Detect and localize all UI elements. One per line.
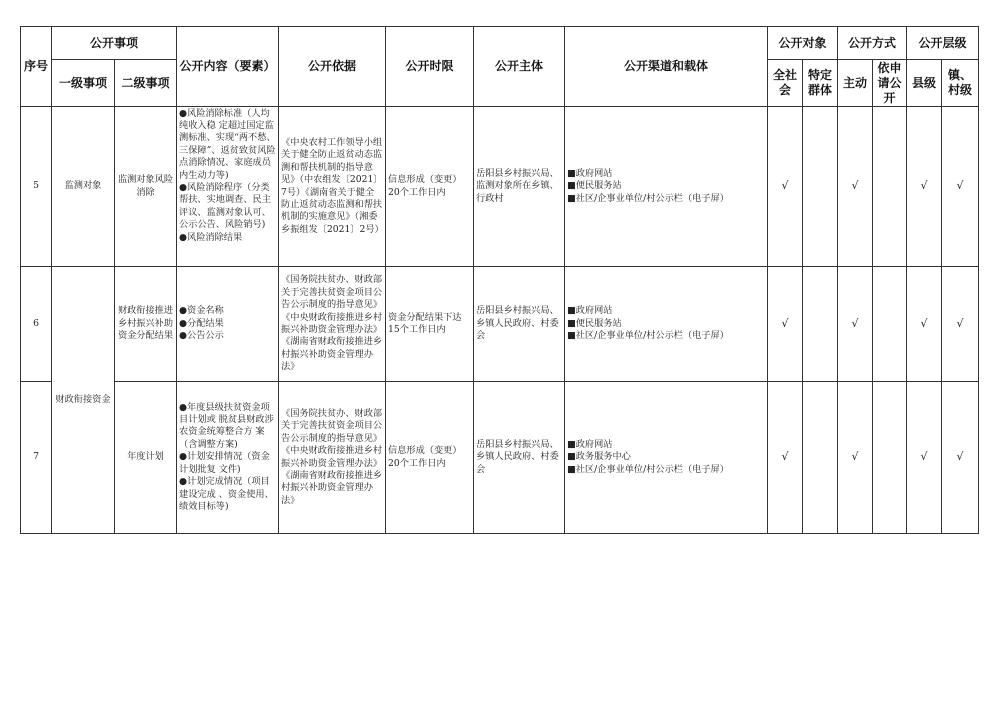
row-level1: 监测对象	[52, 107, 115, 267]
header-target-all: 全社会	[768, 60, 803, 107]
check-method-active: √	[838, 107, 873, 267]
table-row	[21, 107, 979, 267]
check-method-request	[873, 107, 907, 267]
check-tier-county: √	[907, 267, 942, 382]
content-item: ●风险消除标准（人均纯收入稳 定超过国定监测标准、实现“两不愁、三保障”、返贫致贫风险 点消除情况、家庭成员内生动力等)	[179, 107, 276, 181]
row-basis: 《国务院扶贫办、财政部关于完善扶贫资金项目公告公示制度的指导意见》《中央财政衔接推进乡村振兴补助资金管理办法》《湖南省财政衔接推进乡村振兴补助资金管理办法》	[279, 267, 386, 382]
row-period: 信息形成（变更）20个工作日内	[386, 107, 474, 267]
content-item: ●公告公示	[179, 330, 224, 342]
row-channels	[565, 382, 768, 534]
row-period: 信息形成（变更）20个工作日内	[386, 382, 474, 534]
header-seq: 序号	[21, 27, 52, 107]
check-tier-county: √	[907, 382, 942, 534]
check-tier-town: √	[942, 382, 979, 534]
channel-item: ■便民服务站	[567, 180, 622, 192]
channel-item: ■政府网站	[567, 167, 613, 179]
channel-item: ■社区/企事业单位/村公示栏（电子屏）	[567, 192, 729, 204]
header-target: 公开对象	[768, 27, 838, 60]
content-item: ●计划完成情况（项目建设完成 、资金使用、绩效目标等)	[179, 476, 274, 512]
row-level2: 财政衔接推进乡村振兴补助资金分配结果	[115, 267, 177, 382]
channel-item: ■社区/企事业单位/村公示栏（电子屏）	[567, 463, 729, 475]
channel-item: ■政府网站	[567, 438, 613, 450]
header-channel: 公开渠道和载体	[565, 27, 768, 107]
content-item: ●风险消除程序（分类帮扶、实地调查、民主评议、监测对象认可、公示公告、风险销号)	[179, 181, 271, 231]
row-basis: 《国务院扶贫办、财政部关于完善扶贫资金项目公告公示制度的指导意见》《中央财政衔接推进乡村振兴补助资金管理办法》《湖南省财政衔接推进乡村振兴补助资金管理办法》	[279, 382, 386, 534]
header-target-specific: 特定群体	[803, 60, 838, 107]
check-tier-town: √	[942, 267, 979, 382]
check-method-request	[873, 267, 907, 382]
row-subject: 岳阳县乡村振兴局、监测对象所在乡镇、行政村	[474, 107, 565, 267]
row-channels	[565, 267, 768, 382]
row-seq: 5	[21, 107, 52, 267]
row-seq: 6	[21, 267, 52, 382]
row-subject: 岳阳县乡村振兴局、乡镇人民政府、村委会	[474, 267, 565, 382]
channel-item: ■政府网站	[567, 305, 613, 317]
content-item: ●分配结果	[179, 317, 224, 329]
row-level2: 监测对象风险消除	[115, 107, 177, 267]
header-method: 公开方式	[838, 27, 907, 60]
content-item: ●资金名称	[179, 305, 224, 317]
header-basis: 公开依据	[279, 27, 386, 107]
content-item: ●年度县级扶贫资金项目计划或 脱贫县财政涉农资金统筹整合方 案（含调整方案)	[179, 401, 274, 450]
header-matters: 公开事项	[52, 27, 177, 60]
header-subject: 公开主体	[474, 27, 565, 107]
header-tier-county: 县级	[907, 60, 942, 107]
check-target-specific	[803, 382, 838, 534]
check-method-request	[873, 382, 907, 534]
check-target-specific	[803, 267, 838, 382]
table-row	[21, 267, 979, 382]
row-level1: 财政衔接资金	[52, 267, 115, 534]
check-tier-town: √	[942, 107, 979, 267]
row-content	[177, 382, 279, 534]
disclosure-table	[20, 26, 979, 534]
row-subject: 岳阳县乡村振兴局、乡镇人民政府、村委会	[474, 382, 565, 534]
header-method-request: 依申请公开	[873, 60, 907, 107]
header-tier-town: 镇、村级	[942, 60, 979, 107]
row-channels	[565, 107, 768, 267]
header-level2: 二级事项	[115, 60, 177, 107]
check-target-all: √	[768, 382, 803, 534]
header-period: 公开时限	[386, 27, 474, 107]
check-target-all: √	[768, 107, 803, 267]
channel-item: ■社区/企事业单位/村公示栏（电子屏）	[567, 330, 729, 342]
check-method-active: √	[838, 267, 873, 382]
table-row	[21, 382, 979, 534]
channel-item: ■便民服务站	[567, 317, 622, 329]
header-content: 公开内容（要素）	[177, 27, 279, 107]
content-item: ●计划安排情况（资金计划批复 文件)	[179, 451, 270, 475]
header-method-active: 主动	[838, 60, 873, 107]
check-method-active: √	[838, 382, 873, 534]
header-tier: 公开层级	[907, 27, 979, 60]
row-content	[177, 107, 279, 267]
check-target-all: √	[768, 267, 803, 382]
content-item: ●风险消除结果	[179, 231, 243, 243]
row-period: 资金分配结果下达15个工作日内	[386, 267, 474, 382]
header-level1: 一级事项	[52, 60, 115, 107]
row-level2: 年度计划	[115, 382, 177, 534]
check-tier-county: √	[907, 107, 942, 267]
row-content	[177, 267, 279, 382]
row-seq: 7	[21, 382, 52, 534]
check-target-specific	[803, 107, 838, 267]
channel-item: ■政务服务中心	[567, 451, 631, 463]
row-basis: 《中央农村工作领导小组关于健全防止返贫动态监测和帮扶机制的指导意见》（中农组发〔2021〕7号）《湖南省关于健全防止返贫动态监测和帮扶机制的实施意见》（湘委乡振组发〔2021〕2号）	[279, 107, 386, 267]
